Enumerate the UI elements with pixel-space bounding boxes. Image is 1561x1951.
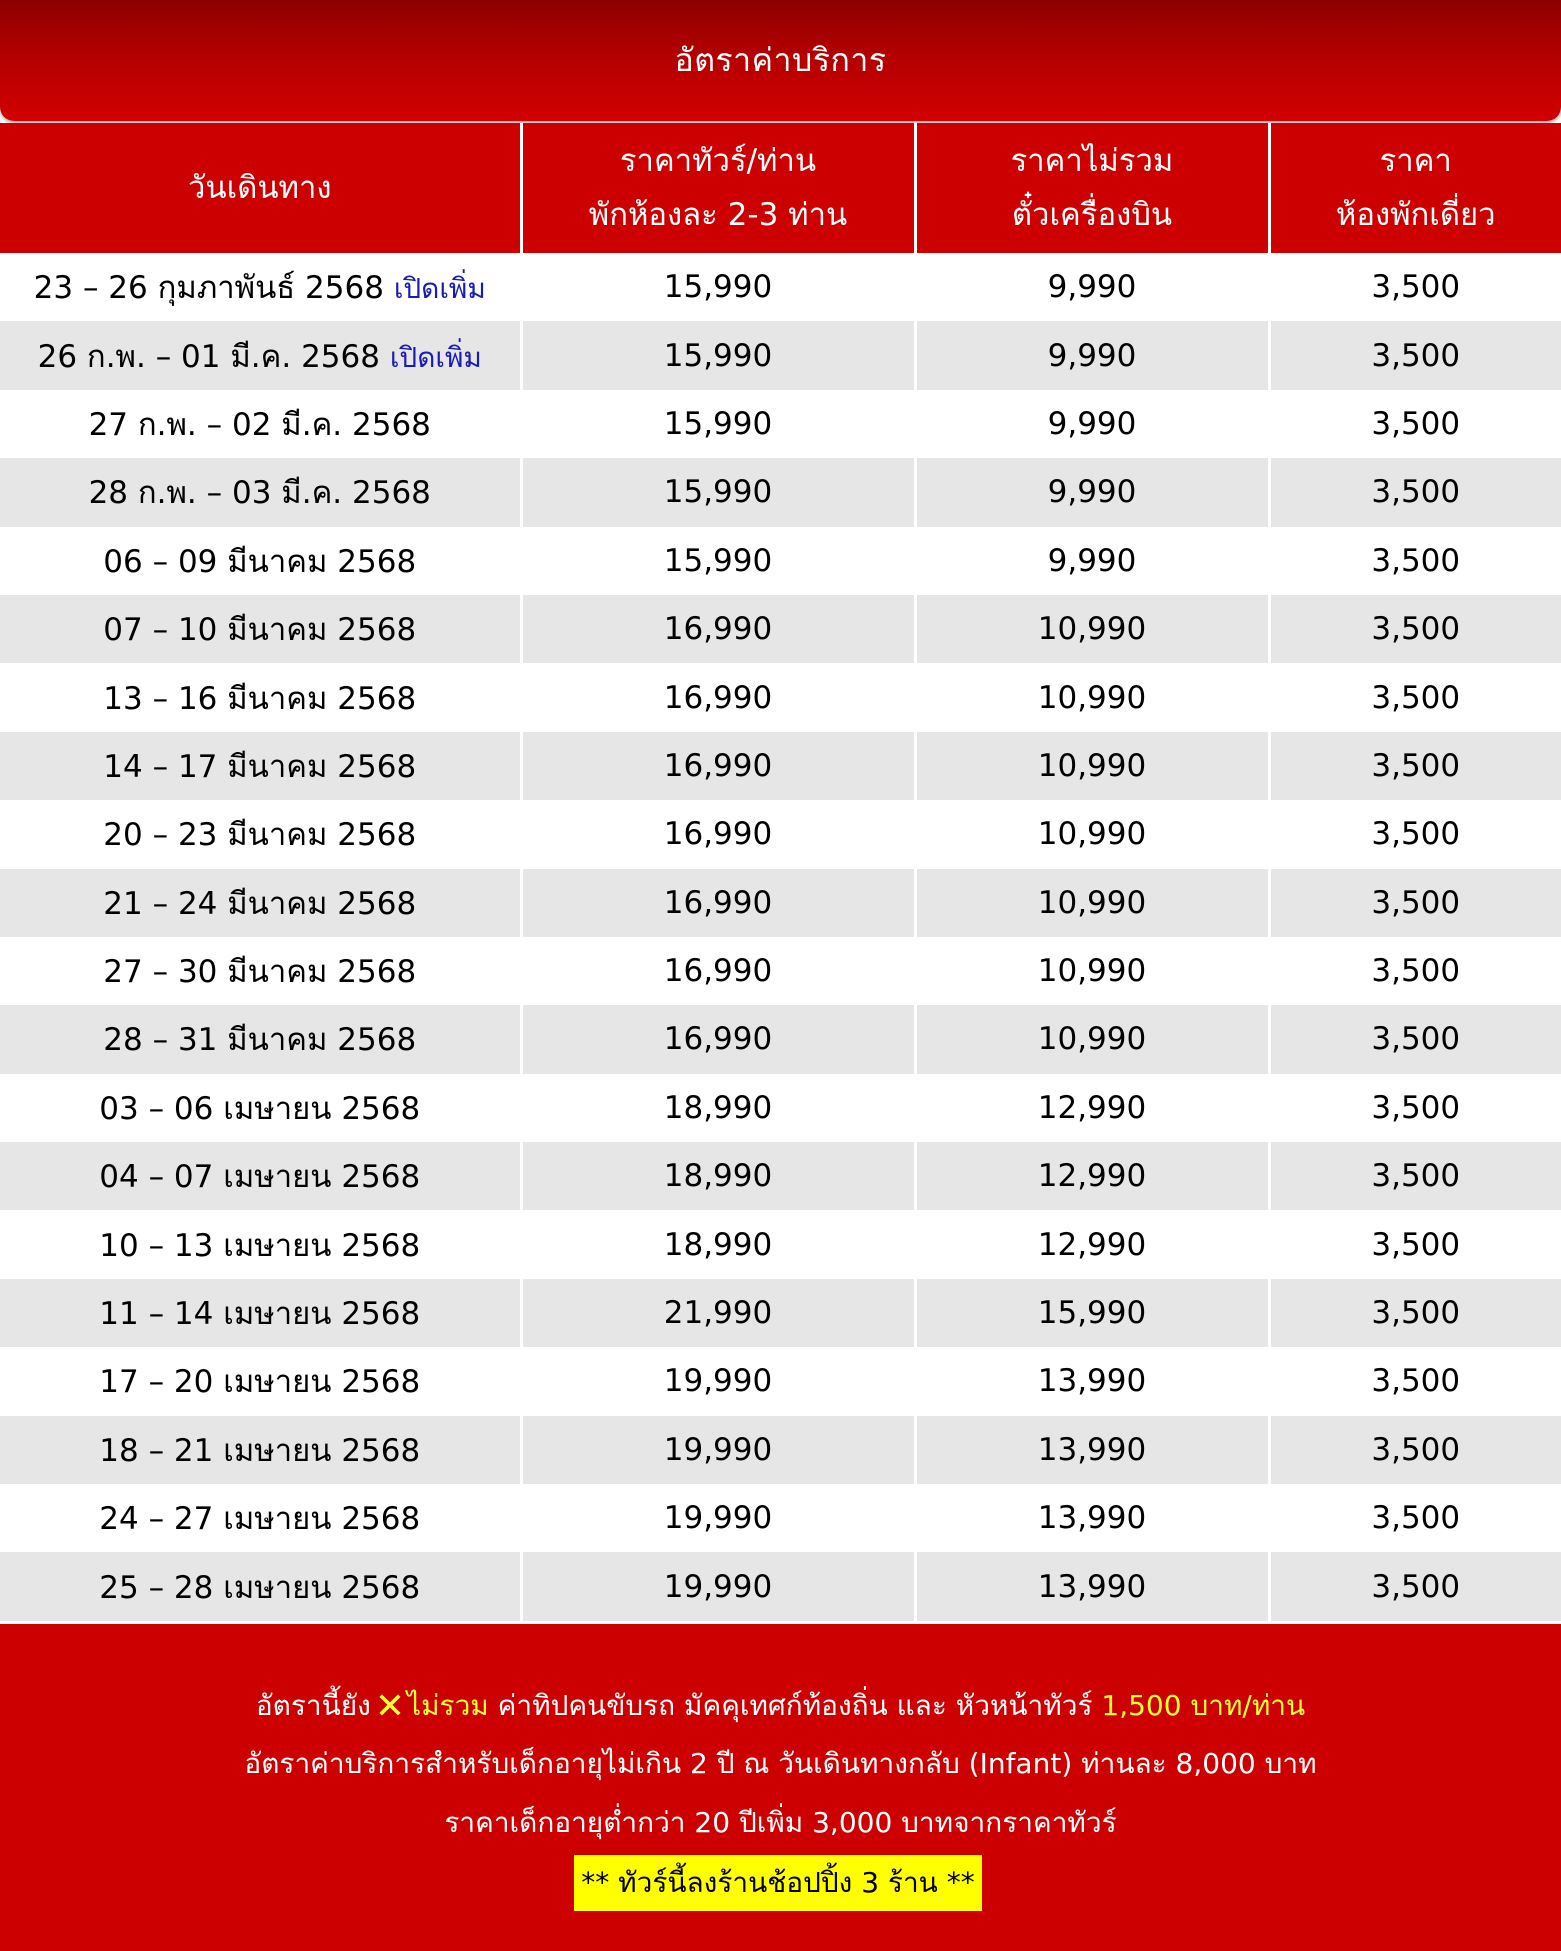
table-header-row	[0, 123, 1561, 253]
table-row	[0, 1005, 1561, 1073]
table-row	[0, 732, 1561, 800]
table-row	[0, 1552, 1561, 1620]
header-label: ราคาไม่รวม	[1010, 143, 1174, 179]
cell-travel-date	[0, 321, 521, 389]
travel-date: 27 – 30 มีนาคม 2568	[103, 954, 417, 991]
table-row	[0, 1347, 1561, 1415]
cell-single-room: 3,500	[1269, 800, 1561, 868]
header-sublabel: ห้องพักเดี่ยว	[1335, 197, 1496, 233]
travel-date: 26 ก.พ. – 01 มี.ค. 2568	[37, 338, 380, 375]
cell-single-room: 3,500	[1269, 1484, 1561, 1552]
travel-date: 13 – 16 มีนาคม 2568	[103, 680, 417, 717]
cell-single-room: 3,500	[1269, 1142, 1561, 1210]
title-bar	[0, 0, 1561, 121]
cell-single-room: 3,500	[1269, 1005, 1561, 1073]
shopping-notice: ** ทัวร์นี้ลงร้านช้อปปิ้ง 3 ร้าน **	[574, 1855, 982, 1911]
table-row	[0, 527, 1561, 595]
cell-tour-price: 16,990	[521, 663, 915, 731]
extra-departure-note: เปิดเพิ่ม	[393, 272, 486, 306]
tip-amount: 1,500 บาท/ท่าน	[1101, 1689, 1306, 1722]
table-row	[0, 937, 1561, 1005]
cell-single-room: 3,500	[1269, 869, 1561, 937]
cell-tour-price: 16,990	[521, 800, 915, 868]
table-row	[0, 458, 1561, 526]
cell-no-flight-price: 9,990	[915, 321, 1269, 389]
cell-single-room: 3,500	[1269, 1416, 1561, 1484]
cell-travel-date	[0, 1347, 521, 1415]
cell-single-room: 3,500	[1269, 663, 1561, 731]
cell-no-flight-price: 10,990	[915, 732, 1269, 800]
table-body	[0, 253, 1561, 1621]
cell-no-flight-price: 9,990	[915, 458, 1269, 526]
table-row	[0, 800, 1561, 868]
cell-single-room: 3,500	[1269, 595, 1561, 663]
table-row	[0, 869, 1561, 937]
rates-table	[0, 123, 1561, 1621]
travel-date: 03 – 06 เมษายน 2568	[99, 1090, 421, 1127]
cell-travel-date	[0, 595, 521, 663]
cell-travel-date	[0, 1279, 521, 1347]
footer-line-infant: อัตราค่าบริการสำหรับเด็กอายุไม่เกิน 2 ปี ณ วันเดินทางกลับ (Infant) ท่านละ 8,000 บาท	[244, 1747, 1317, 1780]
cell-no-flight-price: 13,990	[915, 1347, 1269, 1415]
cell-travel-date	[0, 732, 521, 800]
x-mark-icon: ✕	[374, 1686, 405, 1727]
travel-date: 14 – 17 มีนาคม 2568	[103, 748, 417, 785]
cell-tour-price: 18,990	[521, 1074, 915, 1142]
cell-tour-price: 15,990	[521, 527, 915, 595]
travel-date: 28 ก.พ. – 03 มี.ค. 2568	[88, 475, 431, 512]
table-row	[0, 1210, 1561, 1278]
cell-travel-date	[0, 1552, 521, 1620]
header-sublabel: ตั๋วเครื่องบิน	[1011, 197, 1173, 233]
table-row	[0, 1484, 1561, 1552]
header-label: วันเดินทาง	[188, 170, 332, 206]
header-label: ราคา	[1379, 143, 1452, 179]
cell-single-room: 3,500	[1269, 253, 1561, 321]
footer-line-exclusions	[0, 1684, 1561, 1728]
cell-no-flight-price: 13,990	[915, 1484, 1269, 1552]
cell-tour-price: 15,990	[521, 321, 915, 389]
cell-tour-price: 19,990	[521, 1416, 915, 1484]
cell-no-flight-price: 10,990	[915, 800, 1269, 868]
travel-date: 27 ก.พ. – 02 มี.ค. 2568	[88, 406, 431, 443]
cell-travel-date	[0, 1005, 521, 1073]
cell-no-flight-price: 13,990	[915, 1416, 1269, 1484]
cell-travel-date	[0, 800, 521, 868]
cell-tour-price: 16,990	[521, 937, 915, 1005]
table-row	[0, 321, 1561, 389]
cell-single-room: 3,500	[1269, 321, 1561, 389]
cell-tour-price: 19,990	[521, 1347, 915, 1415]
cell-no-flight-price: 12,990	[915, 1074, 1269, 1142]
footer-line-child: ราคาเด็กอายุต่ำกว่า 20 ปีเพิ่ม 3,000 บาทจากราคาทัวร์	[444, 1806, 1117, 1839]
cell-single-room: 3,500	[1269, 1552, 1561, 1620]
cell-travel-date	[0, 253, 521, 321]
cell-tour-price: 18,990	[521, 1210, 915, 1278]
cell-no-flight-price: 10,990	[915, 869, 1269, 937]
header-no-flight-price	[915, 123, 1269, 253]
table-row	[0, 1416, 1561, 1484]
cell-tour-price: 19,990	[521, 1552, 915, 1620]
cell-no-flight-price: 9,990	[915, 527, 1269, 595]
cell-travel-date	[0, 1074, 521, 1142]
travel-date: 28 – 31 มีนาคม 2568	[103, 1022, 417, 1059]
cell-single-room: 3,500	[1269, 937, 1561, 1005]
cell-travel-date	[0, 390, 521, 458]
cell-travel-date	[0, 458, 521, 526]
cell-no-flight-price: 10,990	[915, 1005, 1269, 1073]
table-row	[0, 595, 1561, 663]
travel-date: 25 – 28 เมษายน 2568	[99, 1569, 421, 1606]
cell-tour-price: 16,990	[521, 595, 915, 663]
cell-tour-price: 16,990	[521, 732, 915, 800]
travel-date: 11 – 14 เมษายน 2568	[99, 1296, 421, 1333]
cell-tour-price: 15,990	[521, 390, 915, 458]
cell-no-flight-price: 13,990	[915, 1552, 1269, 1620]
travel-date: 18 – 21 เมษายน 2568	[99, 1432, 421, 1469]
travel-date: 06 – 09 มีนาคม 2568	[103, 543, 417, 580]
cell-no-flight-price: 12,990	[915, 1210, 1269, 1278]
extra-departure-note: เปิดเพิ่ม	[389, 340, 482, 374]
header-travel-date	[0, 123, 521, 253]
cell-no-flight-price: 9,990	[915, 253, 1269, 321]
not-included-label: ไม่รวม	[406, 1689, 489, 1722]
cell-tour-price: 16,990	[521, 1005, 915, 1073]
header-sublabel: พักห้องละ 2-3 ท่าน	[588, 197, 848, 233]
cell-travel-date	[0, 1416, 521, 1484]
table-row	[0, 390, 1561, 458]
exclusion-prefix: อัตรานี้ยัง	[255, 1689, 371, 1722]
cell-single-room: 3,500	[1269, 732, 1561, 800]
cell-tour-price: 21,990	[521, 1279, 915, 1347]
cell-travel-date	[0, 937, 521, 1005]
travel-date: 17 – 20 เมษายน 2568	[99, 1364, 421, 1401]
cell-tour-price: 18,990	[521, 1142, 915, 1210]
travel-date: 10 – 13 เมษายน 2568	[99, 1227, 421, 1264]
cell-single-room: 3,500	[1269, 1074, 1561, 1142]
cell-no-flight-price: 10,990	[915, 663, 1269, 731]
footer-notes	[0, 1624, 1561, 1951]
travel-date: 21 – 24 มีนาคม 2568	[103, 885, 417, 922]
travel-date: 23 – 26 กุมภาพันธ์ 2568	[33, 270, 384, 307]
cell-travel-date	[0, 1210, 521, 1278]
table-row	[0, 1279, 1561, 1347]
cell-tour-price: 15,990	[521, 253, 915, 321]
travel-date: 20 – 23 มีนาคม 2568	[103, 817, 417, 854]
cell-single-room: 3,500	[1269, 458, 1561, 526]
cell-single-room: 3,500	[1269, 1279, 1561, 1347]
cell-single-room: 3,500	[1269, 527, 1561, 595]
cell-no-flight-price: 10,990	[915, 937, 1269, 1005]
cell-single-room: 3,500	[1269, 1210, 1561, 1278]
travel-date: 24 – 27 เมษายน 2568	[99, 1501, 421, 1538]
header-label: ราคาทัวร์/ท่าน	[619, 143, 817, 179]
cell-no-flight-price: 15,990	[915, 1279, 1269, 1347]
table-row	[0, 1142, 1561, 1210]
cell-tour-price: 19,990	[521, 1484, 915, 1552]
cell-travel-date	[0, 663, 521, 731]
header-tour-price	[521, 123, 915, 253]
exclusion-items: ค่าทิปคนขับรถ มัคคุเทศก์ท้องถิ่น และ หัวหน้าทัวร์	[497, 1689, 1093, 1722]
page-title: อัตราค่าบริการ	[674, 41, 887, 79]
cell-single-room: 3,500	[1269, 390, 1561, 458]
header-single-room	[1269, 123, 1561, 253]
cell-no-flight-price: 9,990	[915, 390, 1269, 458]
cell-no-flight-price: 12,990	[915, 1142, 1269, 1210]
travel-date: 07 – 10 มีนาคม 2568	[103, 612, 417, 649]
cell-tour-price: 15,990	[521, 458, 915, 526]
cell-travel-date	[0, 1484, 521, 1552]
cell-travel-date	[0, 869, 521, 937]
table-row	[0, 663, 1561, 731]
cell-travel-date	[0, 527, 521, 595]
cell-single-room: 3,500	[1269, 1347, 1561, 1415]
cell-tour-price: 16,990	[521, 869, 915, 937]
travel-date: 04 – 07 เมษายน 2568	[99, 1159, 421, 1196]
table-row	[0, 1074, 1561, 1142]
table-row	[0, 253, 1561, 321]
cell-travel-date	[0, 1142, 521, 1210]
cell-no-flight-price: 10,990	[915, 595, 1269, 663]
